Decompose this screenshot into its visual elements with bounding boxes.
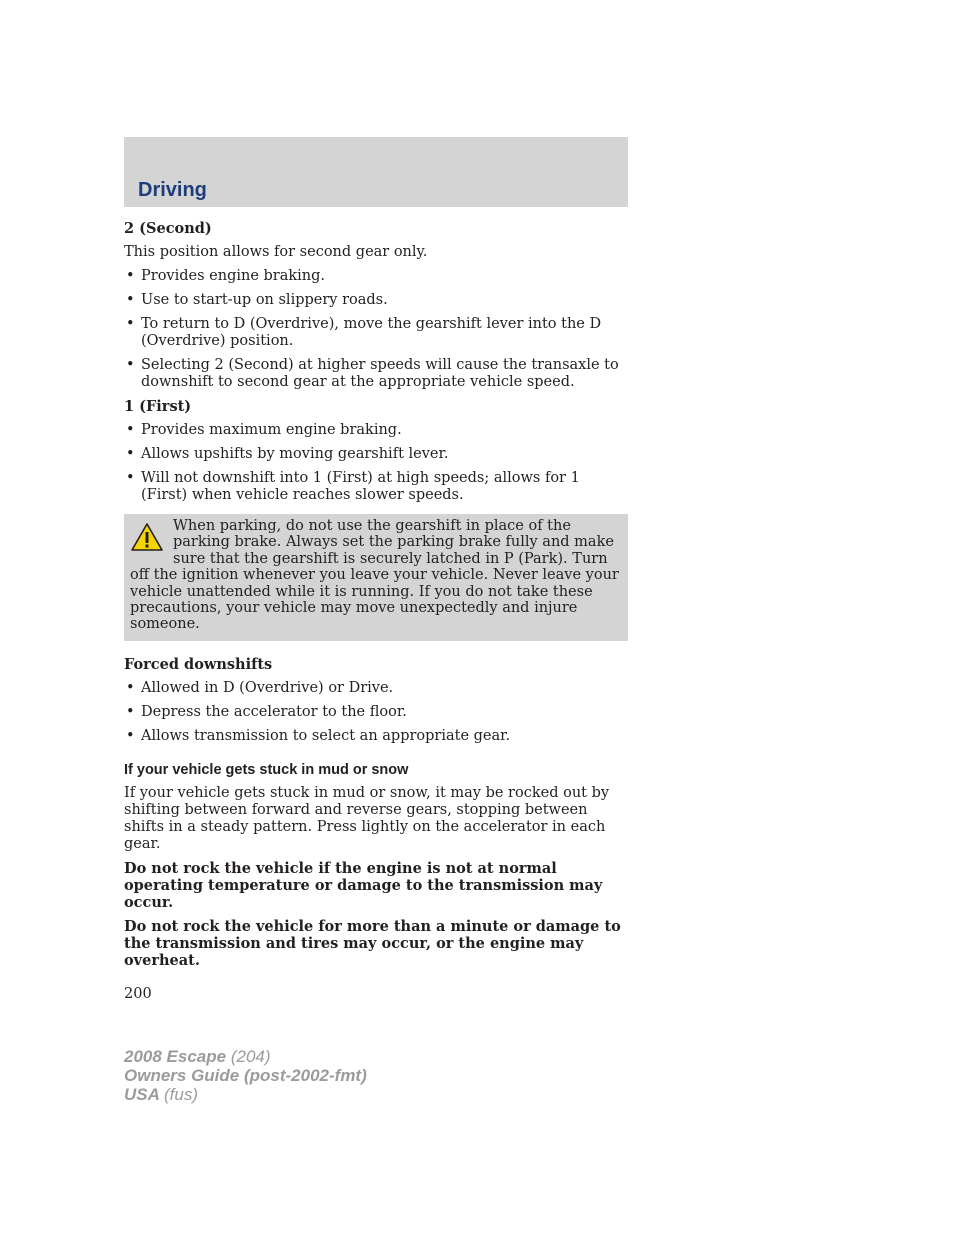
footer-market-code: (fus) xyxy=(164,1085,198,1104)
parking-warning-box xyxy=(124,514,628,641)
warning-triangle-icon xyxy=(130,522,164,552)
warning-text: When parking, do not use the gearshift in place of the parking brake. Always set the parking brake fully and make sure that the gearshift is securely latched in P (Park). Turn off the ignition whenever you leave your vehicle. Never leave your vehicle unattended while it is running. If you do not take these precautions, your vehicle may move unexpectedly and injure someone. xyxy=(130,518,619,633)
footer-model-code: (204) xyxy=(230,1047,271,1066)
second-gear-heading: 2 (Second) xyxy=(124,220,212,237)
list-item: • Depress the accelerator to the floor. xyxy=(124,704,628,721)
page-number: 200 xyxy=(124,985,152,1002)
list-item: • Use to start-up on slippery roads. xyxy=(124,292,628,309)
list-item: • Allows transmission to select an appropriate gear. xyxy=(124,728,628,745)
list-item: • Allows upshifts by moving gearshift lever. xyxy=(124,446,628,463)
second-gear-list xyxy=(124,268,628,391)
stuck-vehicle-body: If your vehicle gets stuck in mud or snow, it may be rocked out by shifting between forward and reverse gears, stopping between shifts in a steady pattern. Press lightly on the accelerator in each gear. xyxy=(124,784,610,852)
stuck-vehicle-caution-temperature: Do not rock the vehicle if the engine is not at normal operating temperature or damage to the transmission may occur. xyxy=(124,859,603,911)
list-item: • Allowed in D (Overdrive) or Drive. xyxy=(124,680,628,697)
section-title: Driving xyxy=(138,179,207,201)
list-item: • Provides engine braking. xyxy=(124,268,628,285)
list-item: • Selecting 2 (Second) at higher speeds will cause the transaxle to downshift to second gear at the appropriate vehicle speed. xyxy=(124,357,628,391)
list-item: • Provides maximum engine braking. xyxy=(124,422,628,439)
section-header-band xyxy=(124,137,628,207)
page-content xyxy=(124,220,628,1003)
footer-market: USA xyxy=(124,1085,160,1104)
document-footer xyxy=(124,1047,367,1104)
footer-line-market xyxy=(124,1085,367,1104)
footer-model: 2008 Escape xyxy=(124,1047,227,1066)
stuck-vehicle-heading: If your vehicle gets stuck in mud or snow xyxy=(124,761,409,778)
forced-downshifts-heading: Forced downshifts xyxy=(124,655,273,673)
list-item: • Will not downshift into 1 (First) at high speeds; allows for 1 (First) when vehicle reaches slower speeds. xyxy=(124,470,628,504)
second-gear-intro: This position allows for second gear only. xyxy=(124,244,428,260)
footer-line-guide: Owners Guide (post-2002-fmt) xyxy=(124,1066,367,1085)
first-gear-heading: 1 (First) xyxy=(124,398,192,415)
first-gear-list xyxy=(124,422,628,504)
forced-downshifts-list xyxy=(124,680,628,745)
stuck-vehicle-caution-duration: Do not rock the vehicle for more than a minute or damage to the transmission and tires may occur, or the engine may overheat. xyxy=(124,917,621,969)
footer-line-model xyxy=(124,1047,367,1066)
list-item: • To return to D (Overdrive), move the gearshift lever into the D (Overdrive) position. xyxy=(124,316,628,350)
